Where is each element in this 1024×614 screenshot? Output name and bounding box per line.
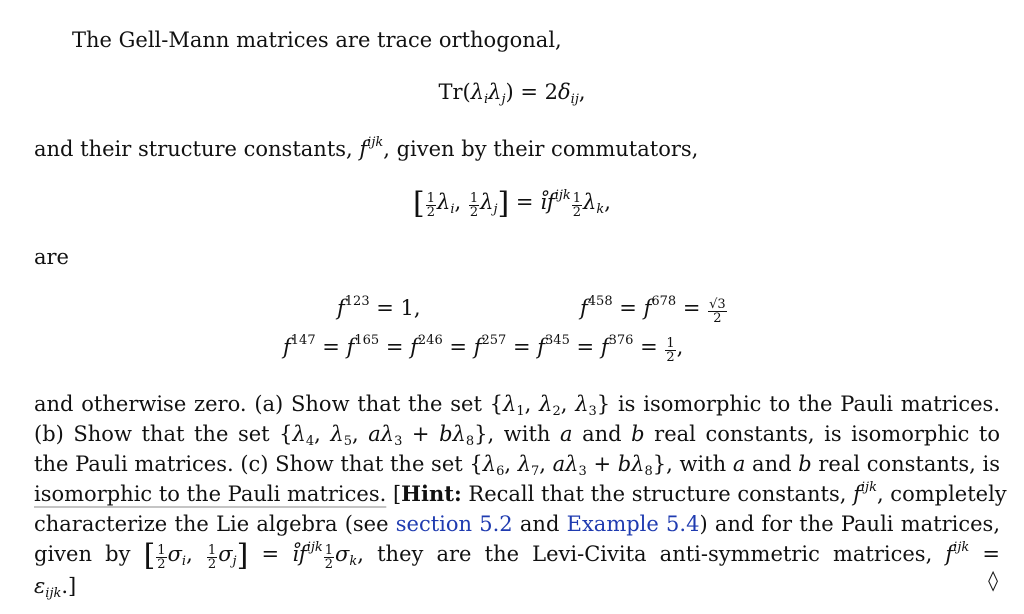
equation-commutator: [ $\frac{1}{2}$ $\lambda_i$, $\frac{1}{2}$ $\lambda_j$] = $i̊f^{ijk}$ $\frac{1}{2}$ $\lambda_k$, xyxy=(413,186,611,221)
equation-trace-orthogonal: $Tr(\lambda_i\lambda_j) = 2\delta_{ij}$, xyxy=(438,80,586,107)
problem-line-4: isomorphic to the Pauli matrices. [Hint: Recall that the structure constants, $f^{ijk}$, completely xyxy=(34,480,1007,506)
intro-text: The Gell-Mann matrices are trace orthogonal, xyxy=(72,28,562,52)
problem-paragraph xyxy=(34,389,1007,601)
problem-line-2: (b) Show that the set {$\lambda_4$, $\lambda_5$, $a\lambda_3 + b\lambda_8$}, with a and b real constants, is isomorphic to xyxy=(34,422,1000,449)
problem-line-5: characterize the Lie algebra (see section 5.2 and Example 5.4) and for the Pauli matrices, xyxy=(34,512,1001,536)
problem-line-1: and otherwise zero. (a) Show that the set {$\lambda_1$, $\lambda_2$, $\lambda_3$} is isomorphic to the Pauli matrices. xyxy=(34,392,1000,419)
link-example-5-4[interactable]: Example 5.4 xyxy=(566,512,700,536)
are-text: are xyxy=(34,245,69,269)
end-of-problem-diamond-icon: ◊ xyxy=(988,568,998,592)
structure-values-row2: $f^{147} = f^{165} = f^{246} = f^{257} = f^{345} = f^{376}$ = $\frac{1}{2}$ , xyxy=(283,333,684,365)
problem-line-3: the Pauli matrices. (c) Show that the set {$\lambda_6$, $\lambda_7$, $a\lambda_3 + b\lambda_8$}, with a and b real constants, is xyxy=(34,452,1000,479)
link-section-5-2[interactable]: section 5.2 xyxy=(395,512,513,536)
problem-line-7: $\varepsilon_{ijk}$.] xyxy=(34,574,77,601)
structure-values-row1-right: $f^{458} = f^{678}$ = $\frac{√3}{2}$ xyxy=(580,294,726,326)
structure-values-row1-left: $f^{123} = 1$, xyxy=(337,294,421,320)
structure-constants-intro: and their structure constants, $f^{ijk}$, given by their commutators, xyxy=(34,135,699,161)
hint-label: Hint: xyxy=(401,481,462,506)
problem-line-6: given by [ $\frac{1}{2}$ $\sigma_i$, $\frac{1}{2}$ $\sigma_j$] = $i̊f^{ijk}$ $\frac{1}{2}$ $\sigma_k$, they are the Levi-Civita anti-symmetric matrices, $f^{ijk}$ = xyxy=(34,538,1000,573)
